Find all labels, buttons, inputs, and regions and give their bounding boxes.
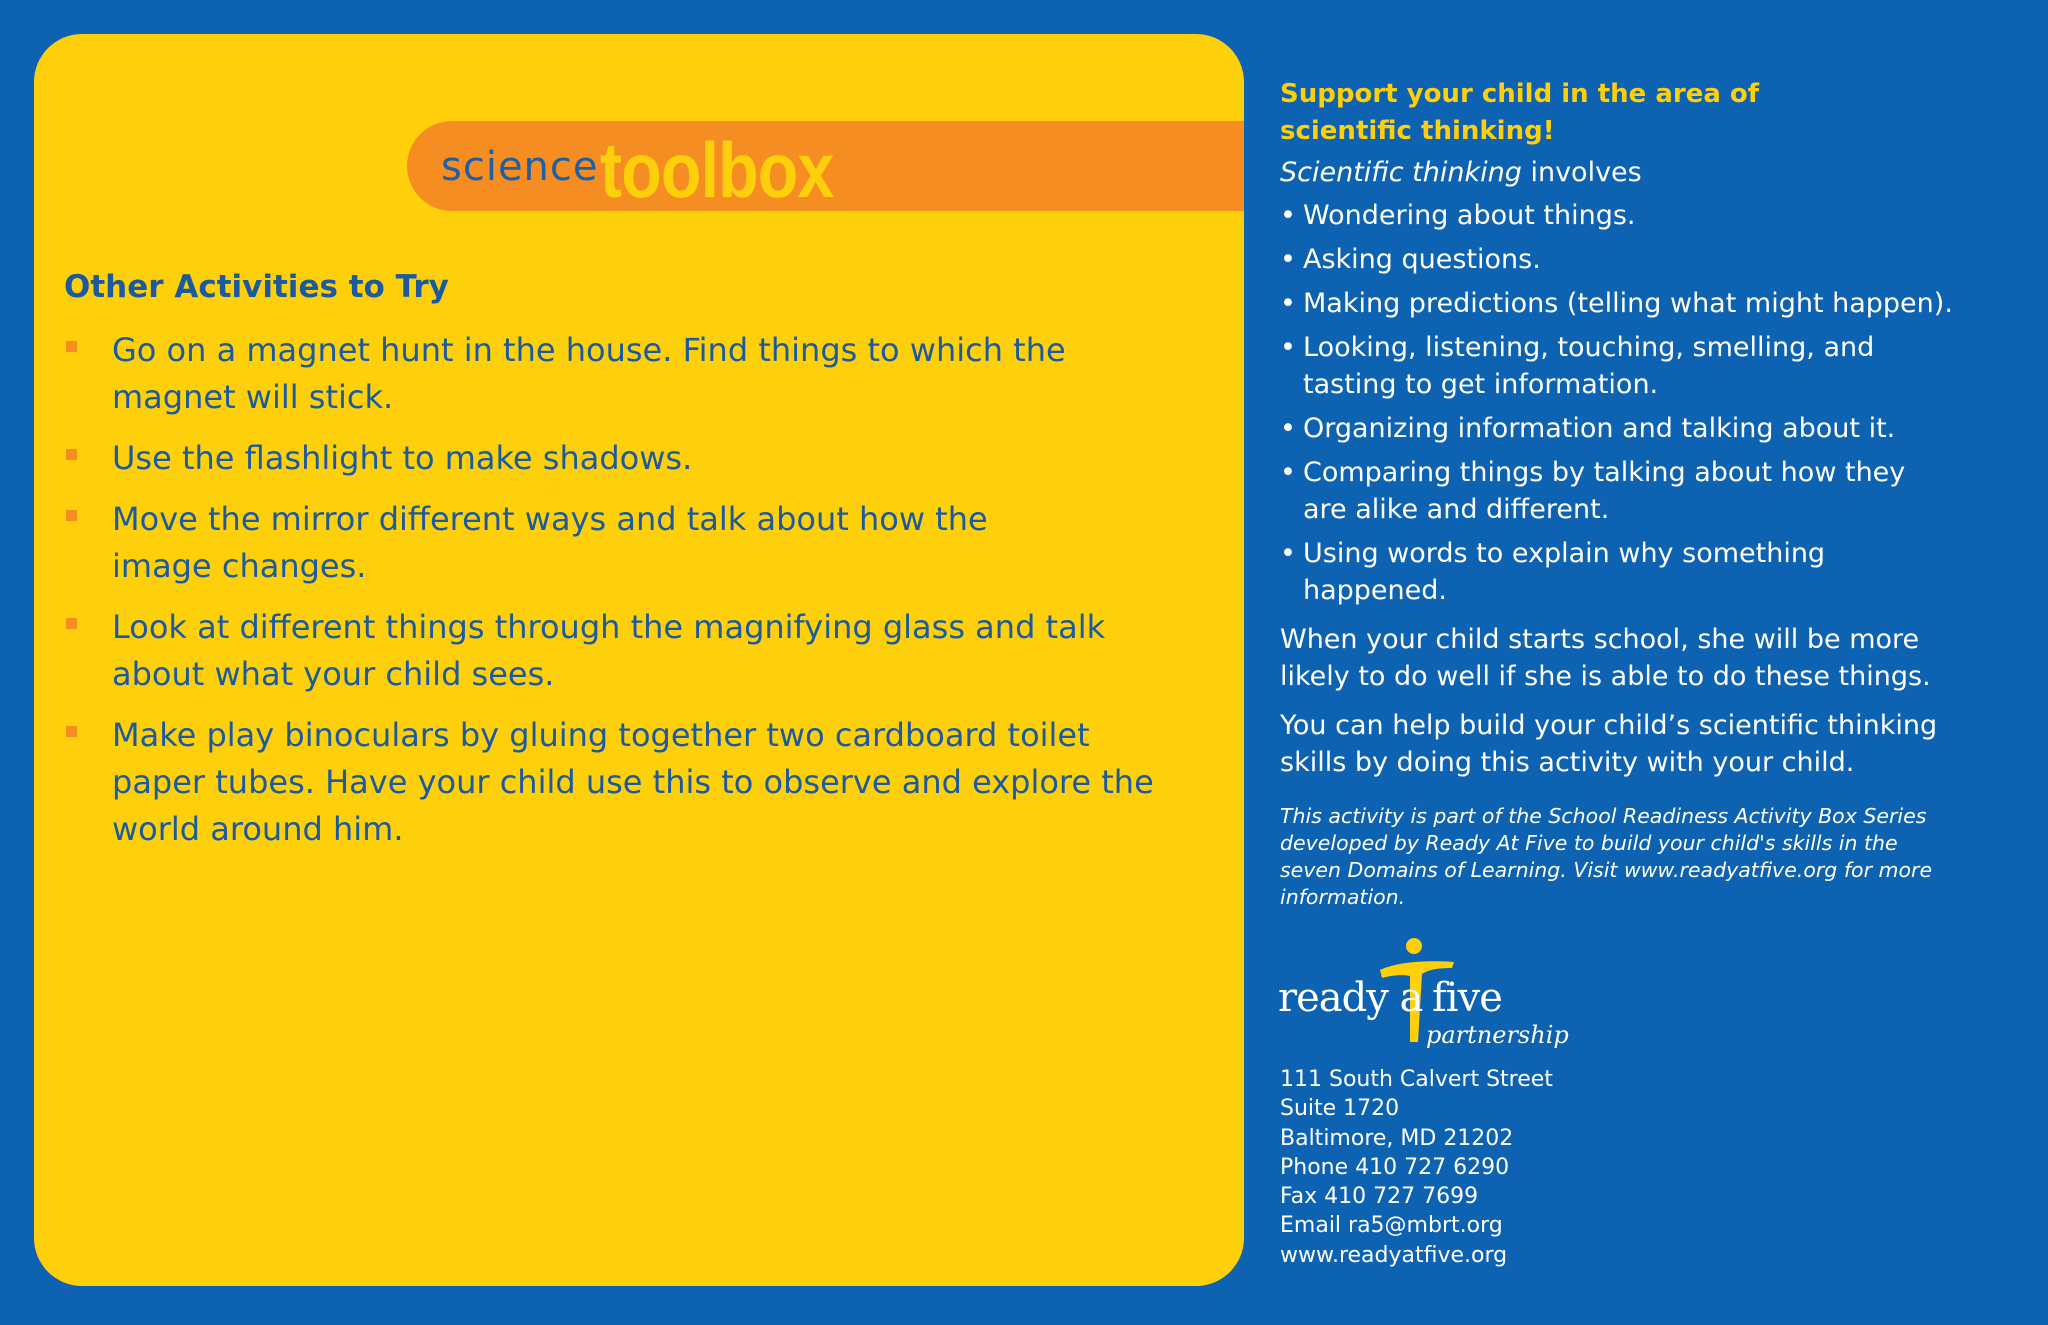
address-line: 111 South Calvert Street (1280, 1067, 1553, 1092)
activities-heading: Other Activities to Try (64, 269, 449, 305)
activity-text: Look at different things through the magnifying glass and talk about what your child sees. (112, 608, 1106, 693)
skill-item (1280, 454, 1943, 528)
skill-text: Organizing information and talking about it. (1303, 413, 1896, 444)
square-bullet-icon (66, 341, 77, 352)
address-line: Email ra5@mbrt.org (1280, 1213, 1503, 1239)
bullet-dot-icon: • (1280, 538, 1296, 569)
ready-at-five-logo (1276, 936, 1569, 1052)
skill-item (1280, 241, 1980, 278)
activity-item (64, 712, 1184, 853)
address-line: Suite 1720 (1280, 1096, 1400, 1122)
bullet-dot-icon: • (1280, 244, 1296, 275)
bullet-dot-icon: • (1280, 457, 1296, 488)
activity-item (64, 496, 1012, 590)
bullet-dot-icon: • (1280, 332, 1296, 363)
support-panel (1280, 76, 1980, 911)
skill-text: Asking questions. (1303, 244, 1541, 275)
intro-rest: involves (1521, 157, 1642, 188)
skill-item (1280, 535, 1863, 609)
support-intro (1280, 154, 1980, 191)
skill-text: Looking, listening, touching, smelling, and tasting to get information. (1303, 332, 1875, 400)
logo-five-text: five (1432, 975, 1502, 1021)
skill-text: Comparing things by talking about how they are alike and different. (1303, 457, 1906, 525)
address-line: Phone 410 727 6290 (1280, 1154, 1510, 1180)
square-bullet-icon (66, 510, 77, 521)
activity-text: Move the mirror different ways and talk about how the image changes. (112, 500, 988, 585)
intro-emphasis: Scientific thinking (1280, 157, 1522, 188)
contact-address (1280, 1065, 1553, 1270)
skills-list (1280, 197, 1980, 609)
bullet-dot-icon: • (1280, 413, 1296, 444)
skill-item (1280, 329, 1903, 403)
support-paragraph-1: When your child starts school, she will be more likely to do well if she is able to do these things. (1280, 624, 1931, 692)
support-heading: Support your child in the area of scientific thinking! (1280, 79, 1760, 146)
square-bullet-icon (66, 618, 77, 629)
support-paragraph-2: You can help build your child’s scientific thinking skills by doing this activity with your child. (1280, 710, 1938, 778)
logo-partnership-text: partnership (1426, 1021, 1569, 1049)
square-bullet-icon (66, 726, 77, 737)
activity-item (64, 604, 1184, 698)
skill-text: Making predictions (telling what might happen). (1303, 288, 1953, 319)
activity-text: Go on a magnet hunt in the house. Find things to which the magnet will stick. (112, 331, 1066, 416)
bullet-dot-icon: • (1280, 288, 1296, 319)
skill-item (1280, 197, 1980, 234)
activity-item (64, 327, 1184, 421)
skill-text: Using words to explain why something happened. (1303, 538, 1826, 606)
banner-science-text: science (441, 144, 599, 190)
activities-list (64, 327, 1184, 867)
address-line: Baltimore, MD 21202 (1280, 1125, 1514, 1151)
skill-item (1280, 410, 1980, 447)
square-bullet-icon (66, 449, 77, 460)
bullet-dot-icon: • (1280, 200, 1296, 231)
activity-item (64, 435, 1184, 482)
banner-toolbox-text: toolbox (600, 126, 834, 214)
series-note: This activity is part of the School Readiness Activity Box Series developed by Ready At Five to build your child's skills in the seven Domains of Learning. Visit www.readyatfive.org for more information. (1280, 804, 1933, 909)
activity-text: Make play binoculars by gluing together two cardboard toilet paper tubes. Have your child use this to observe and explore the world around him. (112, 716, 1154, 848)
activity-text: Use the flashlight to make shadows. (112, 439, 693, 477)
address-line: www.readyatfive.org (1280, 1242, 1508, 1268)
skill-item (1280, 285, 1980, 322)
address-line: Fax 410 727 7699 (1280, 1184, 1479, 1210)
skill-text: Wondering about things. (1303, 200, 1636, 231)
logo-ready-text: ready a (1278, 975, 1423, 1021)
